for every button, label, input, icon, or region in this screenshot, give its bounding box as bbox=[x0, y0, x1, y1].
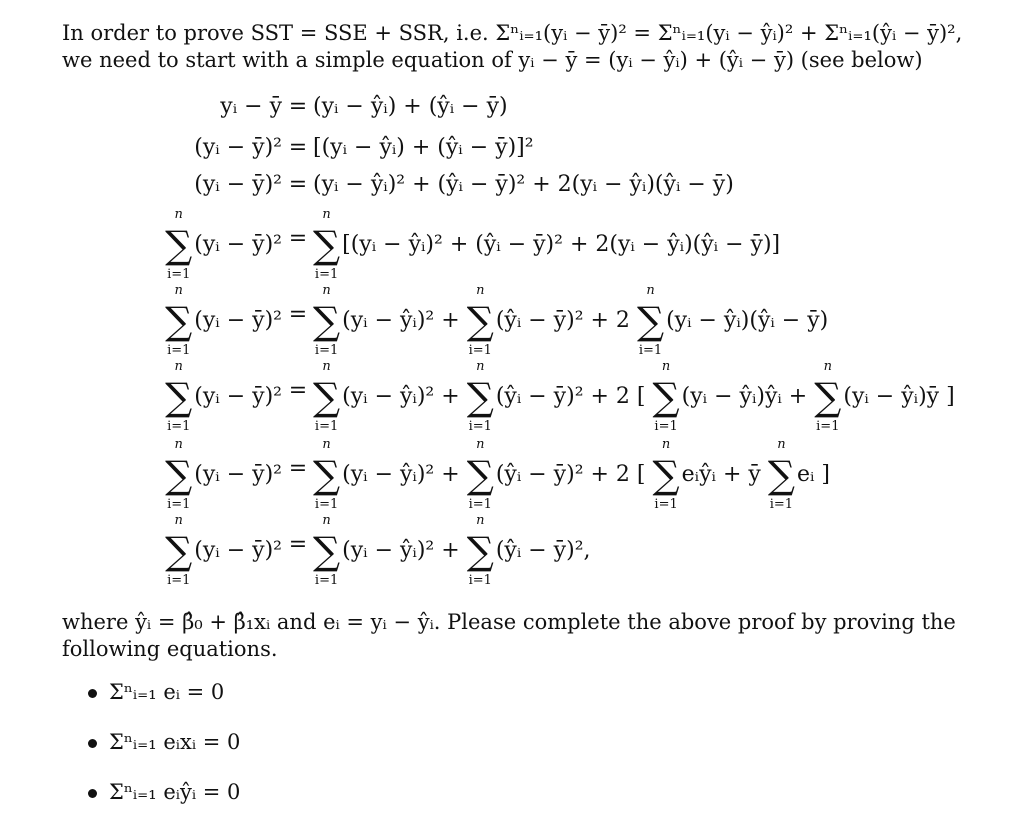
row-1-eq: = bbox=[288, 94, 308, 119]
sum-symbol: n ∑ i=1 bbox=[466, 437, 494, 512]
derivation-row-2 bbox=[0, 135, 1024, 175]
row-5-rhs: n ∑ i=1 (yᵢ − ŷᵢ)² + n ∑ i=1 (ŷᵢ − ȳ)² + 2 n ∑ i=1 (yᵢ − ŷᵢ)(ŷᵢ − ȳ) bbox=[313, 283, 829, 358]
bullet-dot-icon bbox=[88, 789, 97, 798]
sum-symbol: n ∑ i=1 bbox=[636, 283, 665, 358]
sum-symbol: n ∑ i=1 bbox=[466, 359, 494, 434]
bullet-item-3: Σⁿᵢ₌₁ eᵢŷᵢ = 0 bbox=[88, 780, 240, 804]
bullet-dot-icon bbox=[88, 739, 97, 748]
row-2-eq: = bbox=[288, 135, 308, 160]
sum-symbol: n ∑ i=1 bbox=[165, 513, 193, 588]
sum-symbol: n ∑ i=1 bbox=[313, 207, 341, 282]
row-7-eq: = bbox=[288, 456, 308, 481]
row-4-lhs: n ∑ i=1 (yᵢ − ȳ)² bbox=[165, 207, 282, 282]
row-6-rhs: n ∑ i=1 (yᵢ − ŷᵢ)² + n ∑ i=1 (ŷᵢ − ȳ)² + 2 [ n ∑ i=1 (yᵢ − ŷᵢ)ŷᵢ + n ∑ i=1 (yᵢ − ŷᵢ)ȳ ] bbox=[313, 359, 955, 434]
sum-symbol: n ∑ i=1 bbox=[165, 437, 193, 512]
row-8-rhs: n ∑ i=1 (yᵢ − ŷᵢ)² + n ∑ i=1 (ŷᵢ − ȳ)², bbox=[313, 513, 591, 588]
sum-symbol: n ∑ i=1 bbox=[313, 359, 341, 434]
derivation-row-8 bbox=[0, 513, 1024, 588]
row-3-rhs: (yᵢ − ŷᵢ)² + (ŷᵢ − ȳ)² + 2(yᵢ − ŷᵢ)(ŷᵢ − ȳ) bbox=[313, 172, 734, 197]
row-8-lhs: n ∑ i=1 (yᵢ − ȳ)² bbox=[165, 513, 282, 588]
derivation-row-6 bbox=[0, 359, 1024, 434]
bullet-item-1: Σⁿᵢ₌₁ eᵢ = 0 bbox=[88, 680, 224, 704]
row-5-lhs: n ∑ i=1 (yᵢ − ȳ)² bbox=[165, 283, 282, 358]
row-4-rhs: n ∑ i=1 [(yᵢ − ŷᵢ)² + (ŷᵢ − ȳ)² + 2(yᵢ − ŷᵢ)(ŷᵢ − ȳ)] bbox=[313, 207, 781, 282]
row-5-eq: = bbox=[288, 302, 308, 327]
row-3-lhs: (yᵢ − ȳ)² bbox=[194, 172, 282, 197]
row-6-lhs: n ∑ i=1 (yᵢ − ȳ)² bbox=[165, 359, 282, 434]
row-7-rhs: n ∑ i=1 (yᵢ − ŷᵢ)² + n ∑ i=1 (ŷᵢ − ȳ)² + 2 [ n ∑ i=1 eᵢŷᵢ + ȳ n ∑ i=1 eᵢ ] bbox=[313, 437, 830, 512]
sum-symbol: n ∑ i=1 bbox=[767, 437, 795, 512]
where-line-2: following equations. bbox=[62, 637, 278, 661]
row-6-eq: = bbox=[288, 378, 308, 403]
sum-symbol: n ∑ i=1 bbox=[313, 513, 341, 588]
sum-symbol: n ∑ i=1 bbox=[652, 359, 680, 434]
derivation-row-7 bbox=[0, 437, 1024, 512]
row-3-eq: = bbox=[288, 172, 308, 197]
row-2-lhs: (yᵢ − ȳ)² bbox=[194, 135, 282, 160]
sum-symbol: n ∑ i=1 bbox=[466, 283, 494, 358]
intro-line-1: In order to prove SST = SSE + SSR, i.e. Σⁿᵢ₌₁(yᵢ − ȳ)² = Σⁿᵢ₌₁(yᵢ − ŷᵢ)² + Σⁿᵢ₌₁(ŷᵢ − ȳ)², bbox=[62, 21, 963, 45]
row-4-eq: = bbox=[288, 226, 308, 251]
bullet-dot-icon bbox=[88, 689, 97, 698]
derivation-row-4 bbox=[0, 207, 1024, 282]
sum-symbol: n ∑ i=1 bbox=[313, 283, 341, 358]
sum-symbol: n ∑ i=1 bbox=[313, 437, 341, 512]
row-1-rhs: (yᵢ − ŷᵢ) + (ŷᵢ − ȳ) bbox=[313, 94, 508, 119]
row-8-eq: = bbox=[288, 532, 308, 557]
sum-symbol: n ∑ i=1 bbox=[165, 283, 193, 358]
sum-symbol: n ∑ i=1 bbox=[165, 207, 193, 282]
derivation-row-3 bbox=[0, 172, 1024, 212]
bullet-item-2: Σⁿᵢ₌₁ eᵢxᵢ = 0 bbox=[88, 730, 240, 754]
sum-symbol: n ∑ i=1 bbox=[814, 359, 842, 434]
derivation-row-5 bbox=[0, 283, 1024, 358]
row-2-rhs: [(yᵢ − ŷᵢ) + (ŷᵢ − ȳ)]² bbox=[313, 135, 534, 160]
intro-line-2: we need to start with a simple equation of yᵢ − ȳ = (yᵢ − ŷᵢ) + (ŷᵢ − ȳ) (see below) bbox=[62, 48, 923, 72]
sum-symbol: n ∑ i=1 bbox=[466, 513, 494, 588]
row-1-lhs: yᵢ − ȳ bbox=[220, 94, 282, 119]
derivation-row-1 bbox=[0, 94, 1024, 134]
sum-symbol: n ∑ i=1 bbox=[652, 437, 680, 512]
sum-symbol: n ∑ i=1 bbox=[165, 359, 193, 434]
row-7-lhs: n ∑ i=1 (yᵢ − ȳ)² bbox=[165, 437, 282, 512]
where-line-1: where ŷᵢ = β̂₀ + β̂₁xᵢ and eᵢ = yᵢ − ŷᵢ. Please complete the above proof by proving the bbox=[62, 610, 956, 634]
